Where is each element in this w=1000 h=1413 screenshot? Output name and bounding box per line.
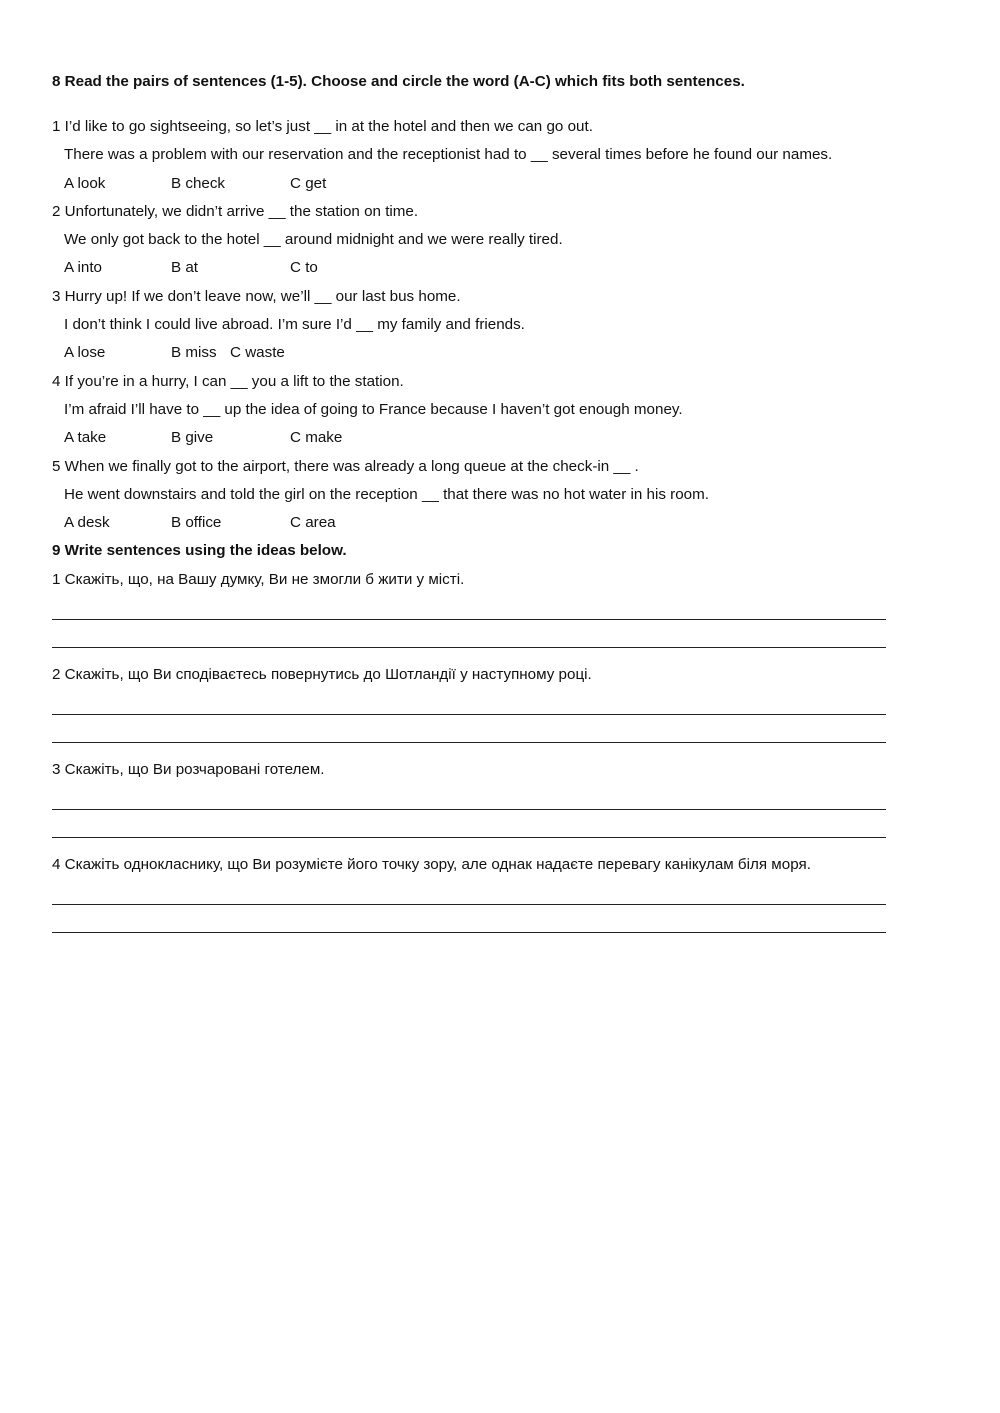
option-a[interactable]: A look [64, 174, 106, 192]
answer-line[interactable] [52, 602, 886, 620]
question-sentence-1: 3 Hurry up! If we don’t leave now, we’ll __ our last bus home. [52, 287, 461, 305]
answer-line[interactable] [52, 792, 886, 810]
writing-prompt: 4 Скажіть однокласнику, що Ви розумієте його точку зору, але однак надаєте перевагу канікулам біля моря. [52, 855, 811, 873]
option-c[interactable]: C area [290, 514, 336, 532]
option-b[interactable]: B office [171, 514, 222, 532]
writing-prompt: 3 Скажіть, що Ви розчаровані готелем. [52, 760, 325, 778]
question-item [52, 202, 892, 279]
option-b[interactable]: B at [171, 259, 199, 277]
option-c[interactable]: C get [290, 174, 327, 192]
question-item [52, 457, 892, 534]
answer-line[interactable] [52, 915, 886, 933]
question-sentence-1: 2 Unfortunately, we didn’t arrive __ the station on time. [52, 202, 419, 220]
question-item [52, 372, 892, 449]
option-b[interactable]: B miss [171, 344, 217, 362]
question-sentence-1: 5 When we finally got to the airport, there was already a long queue at the check-in __ . [52, 457, 639, 475]
writing-task [52, 855, 892, 933]
section-9-heading: 9 Write sentences using the ideas below. [52, 542, 347, 560]
answer-options [52, 343, 892, 363]
option-a[interactable]: A lose [64, 344, 106, 362]
question-sentence-1: 4 If you’re in a hurry, I can __ you a lift to the station. [52, 372, 404, 390]
question-sentence-2: There was a problem with our reservation and the receptionist had to __ several times before he found our names. [64, 146, 833, 164]
answer-line[interactable] [52, 820, 886, 838]
question-item [52, 117, 892, 194]
answer-line[interactable] [52, 630, 886, 648]
option-a[interactable]: A into [64, 259, 102, 277]
question-sentence-2: I don’t think I could live abroad. I’m sure I’d __ my family and friends. [64, 316, 525, 334]
option-c[interactable]: C waste [230, 344, 285, 362]
answer-line[interactable] [52, 887, 886, 905]
option-c[interactable]: C make [290, 429, 343, 447]
answer-options [52, 428, 892, 448]
answer-line[interactable] [52, 725, 886, 743]
answer-options [52, 513, 892, 533]
question-sentence-1: 1 I’d like to go sightseeing, so let’s just __ in at the hotel and then we can go out. [52, 118, 593, 135]
option-a[interactable]: A take [64, 429, 107, 447]
writing-prompt: 1 Скажіть, що, на Вашу думку, Ви не змогли б жити у місті. [52, 570, 465, 588]
answer-options [52, 258, 892, 278]
option-a[interactable]: A desk [64, 514, 110, 532]
answer-options [52, 174, 892, 194]
question-item [52, 287, 892, 364]
writing-prompt: 2 Скажіть, що Ви сподіваєтесь повернутись до Шотландії у наступному році. [52, 665, 592, 683]
worksheet-page [52, 72, 892, 933]
question-sentence-2: I’m afraid I’ll have to __ up the idea of going to France because I haven’t got enough money. [64, 400, 683, 418]
section-8-heading: 8 Read the pairs of sentences (1-5). Choose and circle the word (A-C) which fits both sentences. [52, 73, 745, 90]
option-b[interactable]: B check [171, 174, 226, 192]
question-sentence-2: He went downstairs and told the girl on the reception __ that there was no hot water in his room. [64, 485, 709, 503]
option-b[interactable]: B give [171, 429, 214, 447]
option-c[interactable]: C to [290, 259, 318, 277]
answer-line[interactable] [52, 697, 886, 715]
writing-task [52, 760, 892, 838]
question-sentence-2: We only got back to the hotel __ around midnight and we were really tired. [64, 231, 563, 249]
writing-task [52, 665, 892, 743]
writing-task [52, 570, 892, 648]
